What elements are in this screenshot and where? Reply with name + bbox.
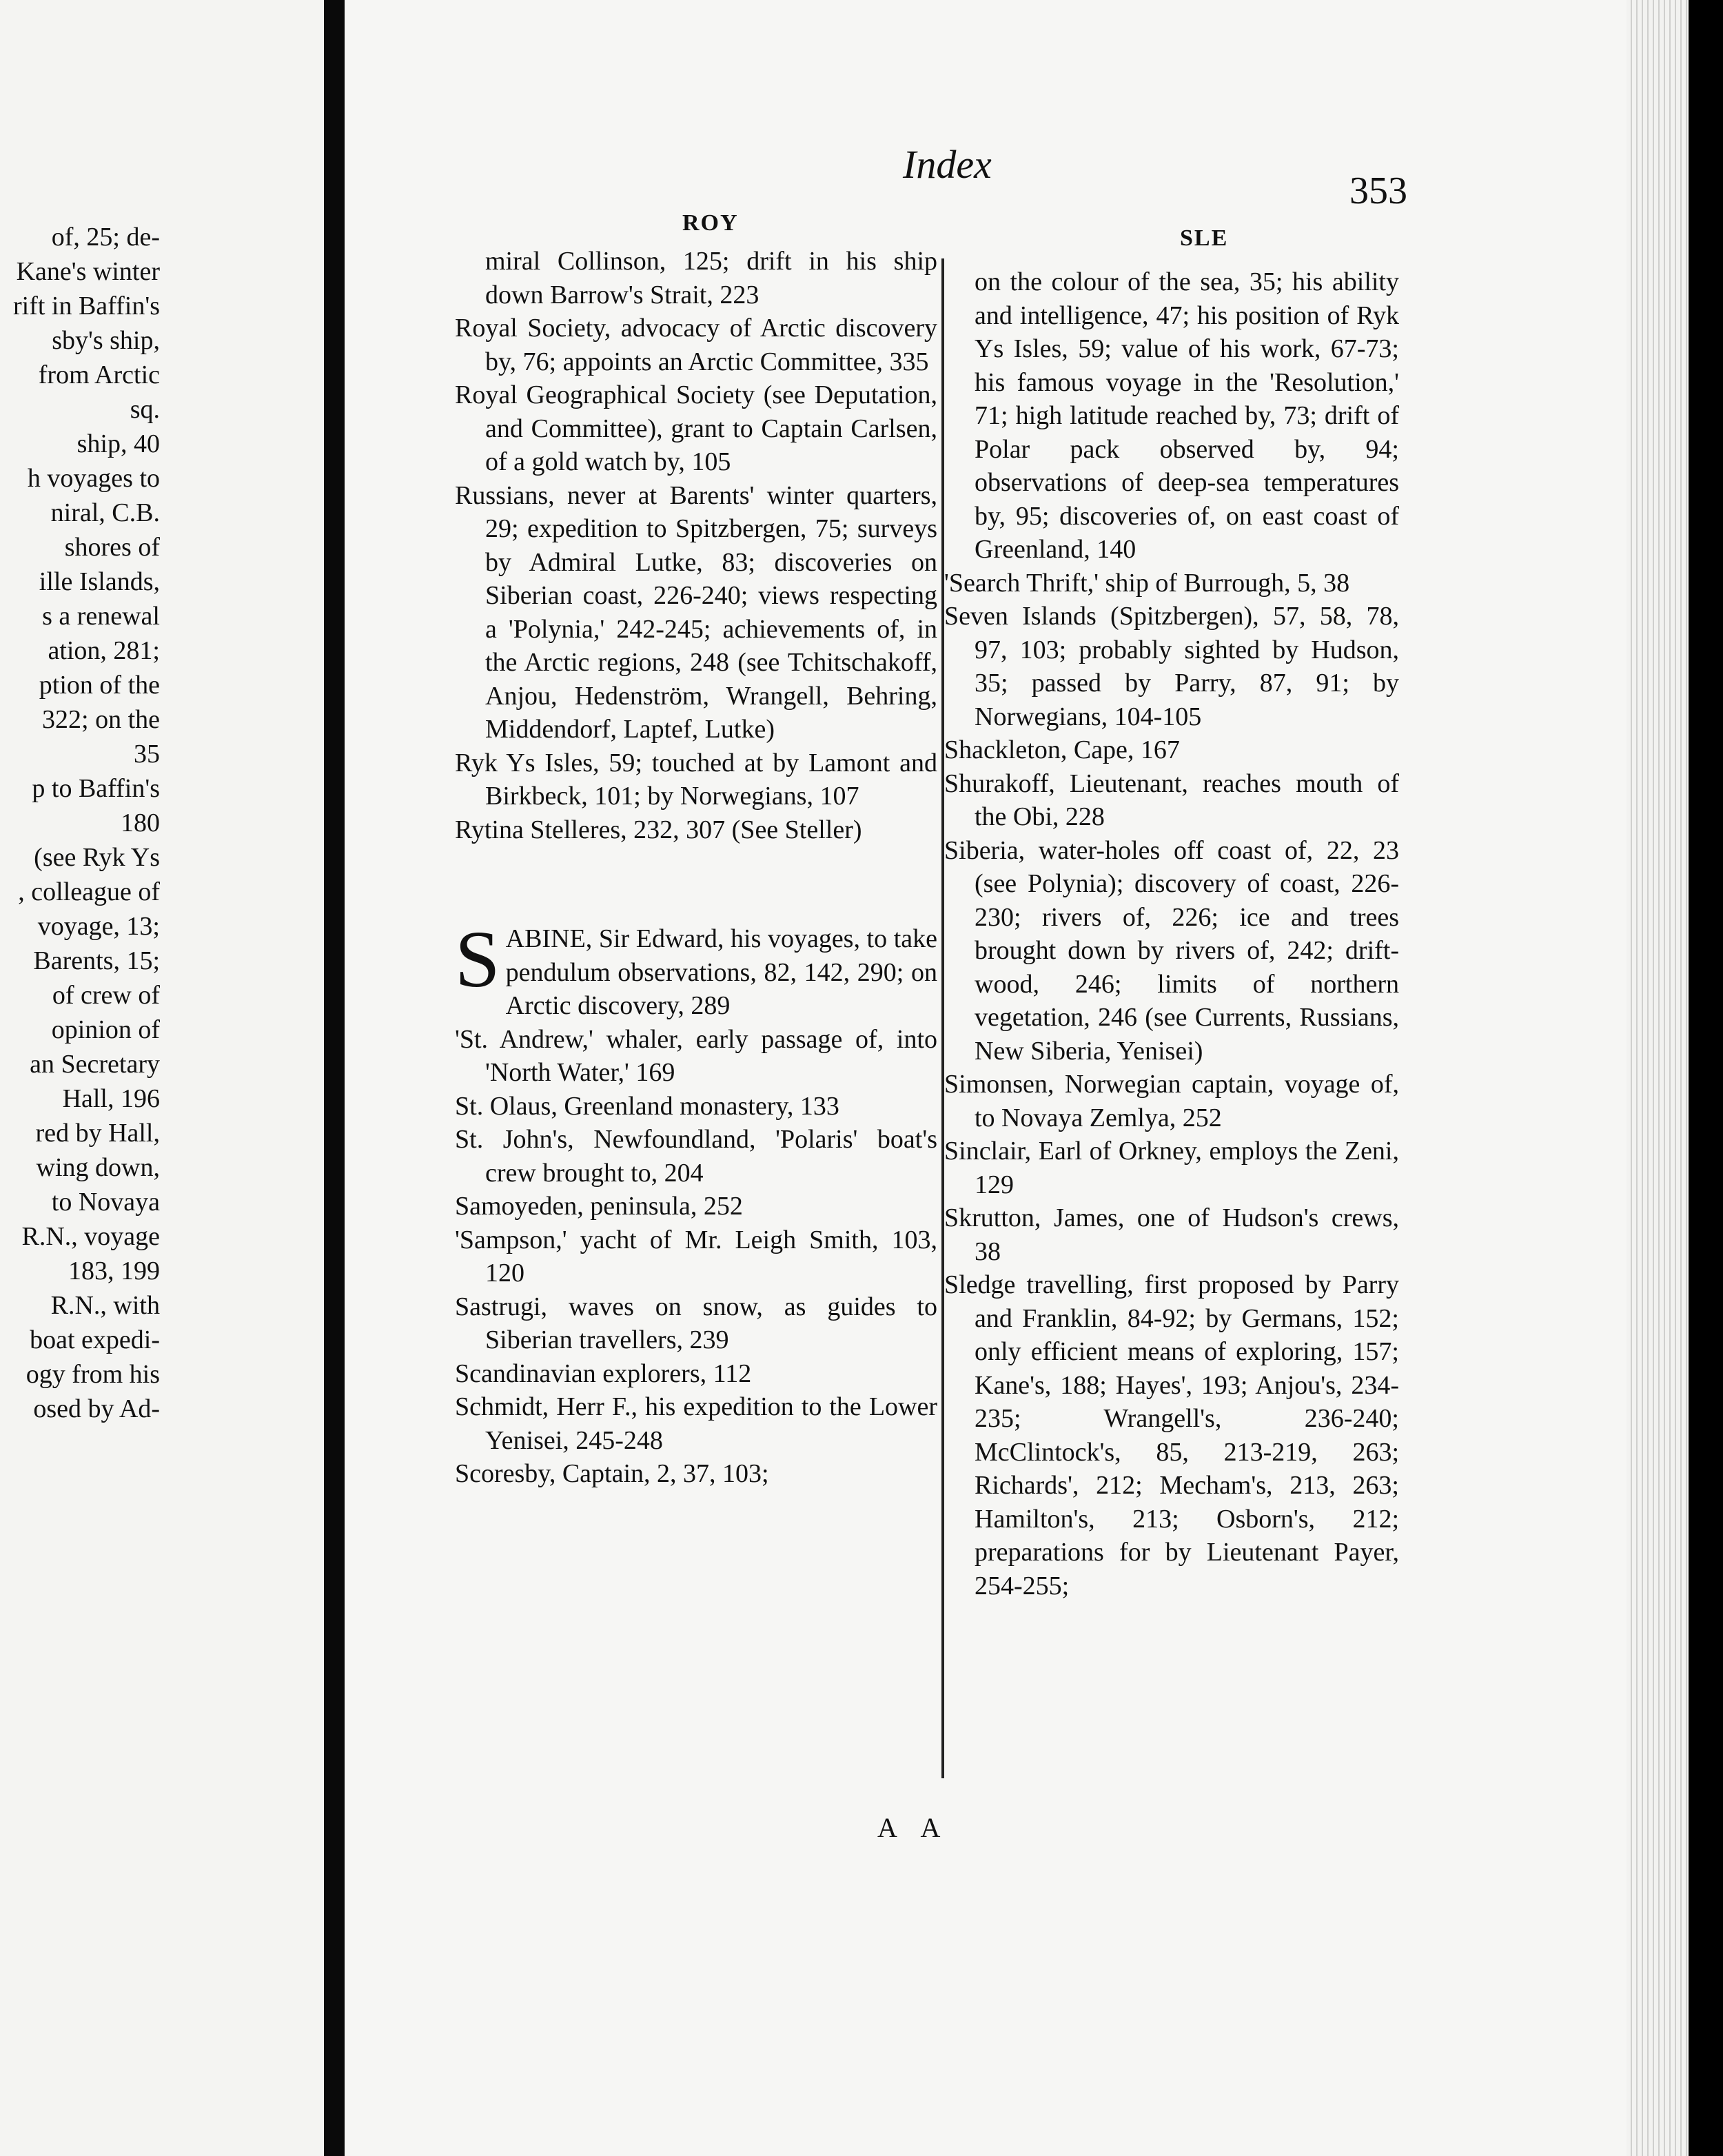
- index-entry: Scoresby, Captain, 2, 37, 103;: [455, 1459, 769, 1488]
- left-page-line: Kane's winter: [16, 257, 160, 286]
- left-page-line: R.N., with: [50, 1291, 160, 1320]
- signature-mark: A A: [877, 1812, 950, 1843]
- column-head-left: ROY: [682, 210, 739, 236]
- left-page-line: shores of: [64, 533, 160, 562]
- book-gutter: [324, 0, 345, 2156]
- left-page-line: Barents, 15;: [33, 946, 160, 975]
- left-page-line: (see Ryk Ys: [34, 843, 160, 872]
- left-page-line: an Secretary: [30, 1050, 160, 1079]
- page-number: 353: [1349, 170, 1407, 212]
- left-page-line: ation, 281;: [48, 636, 160, 665]
- left-page-line: Hall, 196: [62, 1084, 160, 1113]
- index-entry: Royal Geographical Society (see Deputation, and Committee), grant to Captain Carlsen, of a gold watch by, 105: [455, 380, 937, 476]
- running-head: Index: [903, 142, 992, 187]
- left-page-line: h voyages to: [27, 464, 160, 493]
- scan-border: [1689, 0, 1723, 2156]
- index-entry: Schmidt, Herr F., his expedition to the Lower Yenisei, 245-248: [455, 1392, 937, 1455]
- left-page-line: 35: [134, 740, 160, 769]
- drop-cap: S: [455, 914, 500, 1004]
- index-entry: St. Olaus, Greenland monastery, 133: [455, 1091, 839, 1121]
- left-page-line: sq.: [130, 395, 160, 424]
- left-page-line: 322; on the: [42, 705, 160, 734]
- left-page-line: ogy from his: [26, 1360, 160, 1389]
- index-entry: on the colour of the sea, 35; his ability and intelligence, 47; his position of Ryk Ys Isles, 59; value of his work, 67-73; his famous voyage in the 'Resolution,' 71; high latitude reached by, 73; drift of Polar pack observed by, 94; observations of deep-sea temperatures by, 95; discoveries of, on east coast of Greenland, 140: [975, 267, 1399, 564]
- left-page-line: ille Islands,: [39, 567, 160, 596]
- left-page-line: ship, 40: [77, 429, 160, 458]
- index-entry: 'St. Andrew,' whaler, early passage of, into 'North Water,' 169: [455, 1024, 937, 1087]
- index-entry: 'Search Thrift,' ship of Burrough, 5, 38: [944, 568, 1350, 598]
- left-page-line: of, 25; de-: [51, 223, 160, 252]
- index-entry-sabine: [455, 914, 937, 1023]
- index-entry: 'Sampson,' yacht of Mr. Leigh Smith, 103, 120: [455, 1225, 937, 1288]
- left-page-line: R.N., voyage: [21, 1222, 160, 1251]
- left-page-line: ption of the: [39, 671, 160, 700]
- index-entry: Siberia, water-holes off coast of, 22, 23 (see Polynia); discovery of coast, 226-230; rivers of, 226; ice and trees brought down by rivers of, 242; drift-wood, 246; limits of northern vegetation, 246 (see Currents, Russians, New Siberia, Yenisei): [944, 835, 1399, 1066]
- left-page-line: to Novaya: [51, 1188, 160, 1217]
- index-entry: Royal Society, advocacy of Arctic discovery by, 76; appoints an Arctic Committee, 335: [455, 314, 937, 376]
- index-entry: Sinclair, Earl of Orkney, employs the Zeni, 129: [944, 1137, 1399, 1199]
- left-page-line: niral, C.B.: [50, 498, 160, 527]
- index-entry: Skrutton, James, one of Hudson's crews, 38: [944, 1203, 1399, 1266]
- left-page-line: of crew of: [52, 981, 160, 1010]
- index-entry: Ryk Ys Isles, 59; touched at by Lamont and Birkbeck, 101; by Norwegians, 107: [455, 748, 937, 811]
- column-head-right: SLE: [1180, 225, 1229, 251]
- left-page-line: sby's ship,: [52, 326, 160, 355]
- left-page-line: opinion of: [51, 1015, 160, 1044]
- index-entry: miral Collinson, 125; drift in his ship down Barrow's Strait, 223: [485, 247, 937, 309]
- left-page-line: , colleague of: [18, 877, 160, 906]
- index-entry: Sastrugi, waves on snow, as guides to Siberian travellers, 239: [455, 1292, 937, 1354]
- index-entry: St. John's, Newfoundland, 'Polaris' boat's crew brought to, 204: [455, 1125, 937, 1188]
- index-entry: Samoyeden, peninsula, 252: [455, 1192, 743, 1221]
- left-page-line: boat expedi-: [30, 1325, 160, 1354]
- index-entry: Rytina Stelleres, 232, 307 (See Steller): [455, 815, 862, 844]
- index-entry-text: ABINE, Sir Edward, his voyages, to take pendulum observations, 82, 142, 290; on Arctic discovery, 289: [505, 924, 937, 1020]
- left-page-line: 180: [121, 808, 160, 837]
- left-page-line: voyage, 13;: [37, 912, 160, 941]
- page-edges: [1627, 0, 1689, 2156]
- index-entry: Simonsen, Norwegian captain, voyage of, to Novaya Zemlya, 252: [944, 1070, 1399, 1132]
- index-entry: Shackleton, Cape, 167: [944, 735, 1180, 764]
- index-entry: Scandinavian explorers, 112: [455, 1359, 752, 1388]
- index-entry: Russians, never at Barents' winter quarters, 29; expedition to Spitzbergen, 75; surveys by Admiral Lutke, 83; discoveries on Siberian coast, 226-240; views respecting a 'Polynia,' 242-245; achievements of, in the Arctic regions, 248 (see Tchitschakoff, Anjou, Hedenström, Wrangell, Behring, Middendorf, Laptef, Lutke): [455, 480, 937, 744]
- index-entry: Seven Islands (Spitzbergen), 57, 58, 78, 97, 103; probably sighted by Hudson, 35; passed by Parry, 87, 91; by Norwegians, 104-105: [944, 602, 1399, 731]
- left-page-line: p to Baffin's: [32, 774, 160, 803]
- left-facing-page: [0, 0, 324, 2156]
- index-column-left: [455, 245, 937, 1491]
- left-page-line: from Arctic: [38, 360, 160, 389]
- left-page-line: osed by Ad-: [33, 1394, 160, 1423]
- index-entry: Shurakoff, Lieutenant, reaches mouth of the Obi, 228: [944, 769, 1399, 831]
- left-page-line: s a renewal: [42, 602, 160, 631]
- index-column-right: [944, 265, 1399, 1603]
- left-page-line: 183, 199: [68, 1257, 160, 1285]
- index-entry: Sledge travelling, first proposed by Parry and Franklin, 84-92; by Germans, 152; only efficient means of exploring, 157; Kane's, 188; Hayes', 193; Anjou's, 234-235; Wrangell's, 236-240; McClintock's, 85, 213-219, 263; Richards', 212; Mecham's, 213, 263; Hamilton's, 213; Osborn's, 212; preparations for by Lieutenant Payer, 254-255;: [944, 1270, 1399, 1600]
- left-page-line: wing down,: [36, 1153, 160, 1182]
- left-page-line: rift in Baffin's: [12, 292, 160, 321]
- left-page-line: red by Hall,: [35, 1119, 160, 1148]
